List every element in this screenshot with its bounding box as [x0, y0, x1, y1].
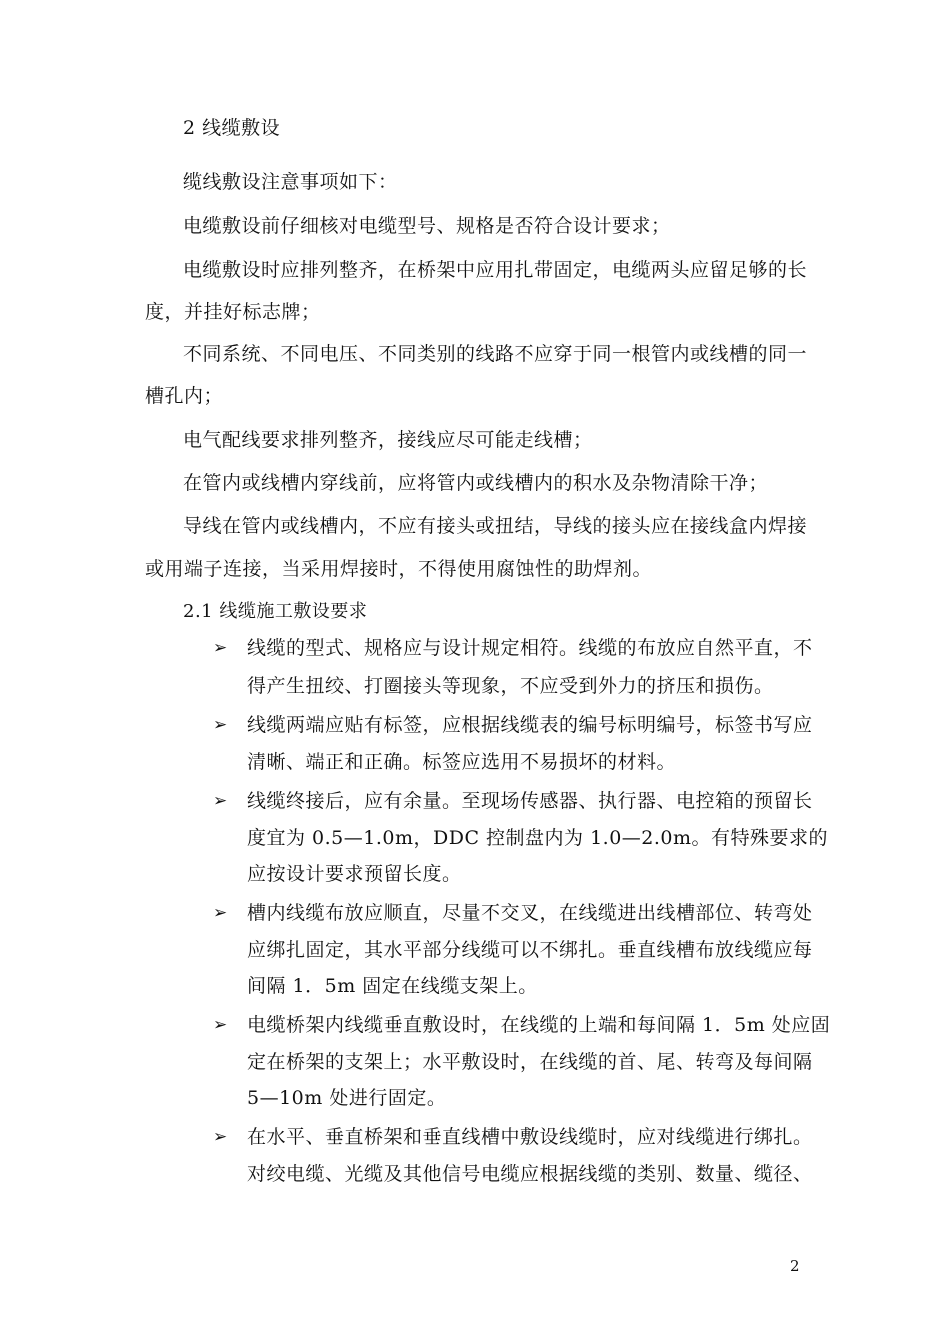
- bullet-item-line: 清晰、端正和正确。标签应选用不易损坏的材料。: [247, 751, 677, 773]
- bullet-item-line: 槽内线缆布放应顺直，尽量不交叉，在线缆进出线槽部位、转弯处: [247, 902, 813, 924]
- bullet-arrow-icon: ➢: [213, 1127, 228, 1147]
- bullet-item-line: 间隔 1．5m 固定在线缆支架上。: [247, 975, 538, 997]
- bullet-arrow-icon: ➢: [213, 715, 228, 735]
- page-number: 2: [790, 1257, 800, 1275]
- paragraph-line: 在管内或线槽内穿线前，应将管内或线槽内的积水及杂物清除干净；: [183, 472, 769, 494]
- bullet-item-line: 线缆的型式、规格应与设计规定相符。线缆的布放应自然平直，不: [247, 637, 813, 659]
- bullet-item-line: 得产生扭绞、打圈接头等现象，不应受到外力的挤压和损伤。: [247, 675, 774, 697]
- bullet-item-line: 5—10m 处进行固定。: [247, 1087, 447, 1109]
- subsection-heading: 2.1 线缆施工敷设要求: [183, 601, 368, 622]
- bullet-item-line: 线缆两端应贴有标签，应根据线缆表的编号标明编号，标签书写应: [247, 714, 813, 736]
- paragraph-line: 电缆敷设前仔细核对电缆型号、规格是否符合设计要求；: [183, 215, 671, 237]
- bullet-item-line: 应按设计要求预留长度。: [247, 863, 462, 885]
- section-heading: 2 线缆敷设: [183, 117, 281, 139]
- paragraph-line: 不同系统、不同电压、不同类别的线路不应穿于同一根管内或线槽的同一: [183, 343, 808, 365]
- bullet-item-line: 线缆终接后，应有余量。至现场传感器、执行器、电控箱的预留长: [247, 790, 813, 812]
- paragraph-line: 导线在管内或线槽内，不应有接头或扭结，导线的接头应在接线盒内焊接: [183, 515, 808, 537]
- bullet-item-line: 对绞电缆、光缆及其他信号电缆应根据线缆的类别、数量、缆径、: [247, 1163, 813, 1185]
- bullet-arrow-icon: ➢: [213, 791, 228, 811]
- bullet-item-line: 电缆桥架内线缆垂直敷设时，在线缆的上端和每间隔 1．5m 处应固: [247, 1014, 831, 1036]
- paragraph-line: 电缆敷设时应排列整齐，在桥架中应用扎带固定，电缆两头应留足够的长: [183, 259, 808, 281]
- bullet-item-line: 应绑扎固定，其水平部分线缆可以不绑扎。垂直线槽布放线缆应每: [247, 939, 813, 961]
- bullet-item-line: 度宜为 0.5—1.0m，DDC 控制盘内为 1.0—2.0m。有特殊要求的: [247, 827, 829, 849]
- paragraph-line: 缆线敷设注意事项如下：: [183, 171, 398, 193]
- paragraph-line: 度，并挂好标志牌；: [145, 301, 321, 323]
- paragraph-line: 或用端子连接，当采用焊接时，不得使用腐蚀性的助焊剂。: [145, 558, 653, 580]
- bullet-item-line: 定在桥架的支架上；水平敷设时，在线缆的首、尾、转弯及每间隔: [247, 1051, 813, 1073]
- paragraph-line: 槽孔内；: [145, 385, 224, 407]
- bullet-item-line: 在水平、垂直桥架和垂直线槽中敷设线缆时，应对线缆进行绑扎。: [247, 1126, 813, 1148]
- bullet-arrow-icon: ➢: [213, 638, 228, 658]
- bullet-arrow-icon: ➢: [213, 1015, 228, 1035]
- paragraph-line: 电气配线要求排列整齐，接线应尽可能走线槽；: [183, 429, 593, 451]
- bullet-arrow-icon: ➢: [213, 903, 228, 923]
